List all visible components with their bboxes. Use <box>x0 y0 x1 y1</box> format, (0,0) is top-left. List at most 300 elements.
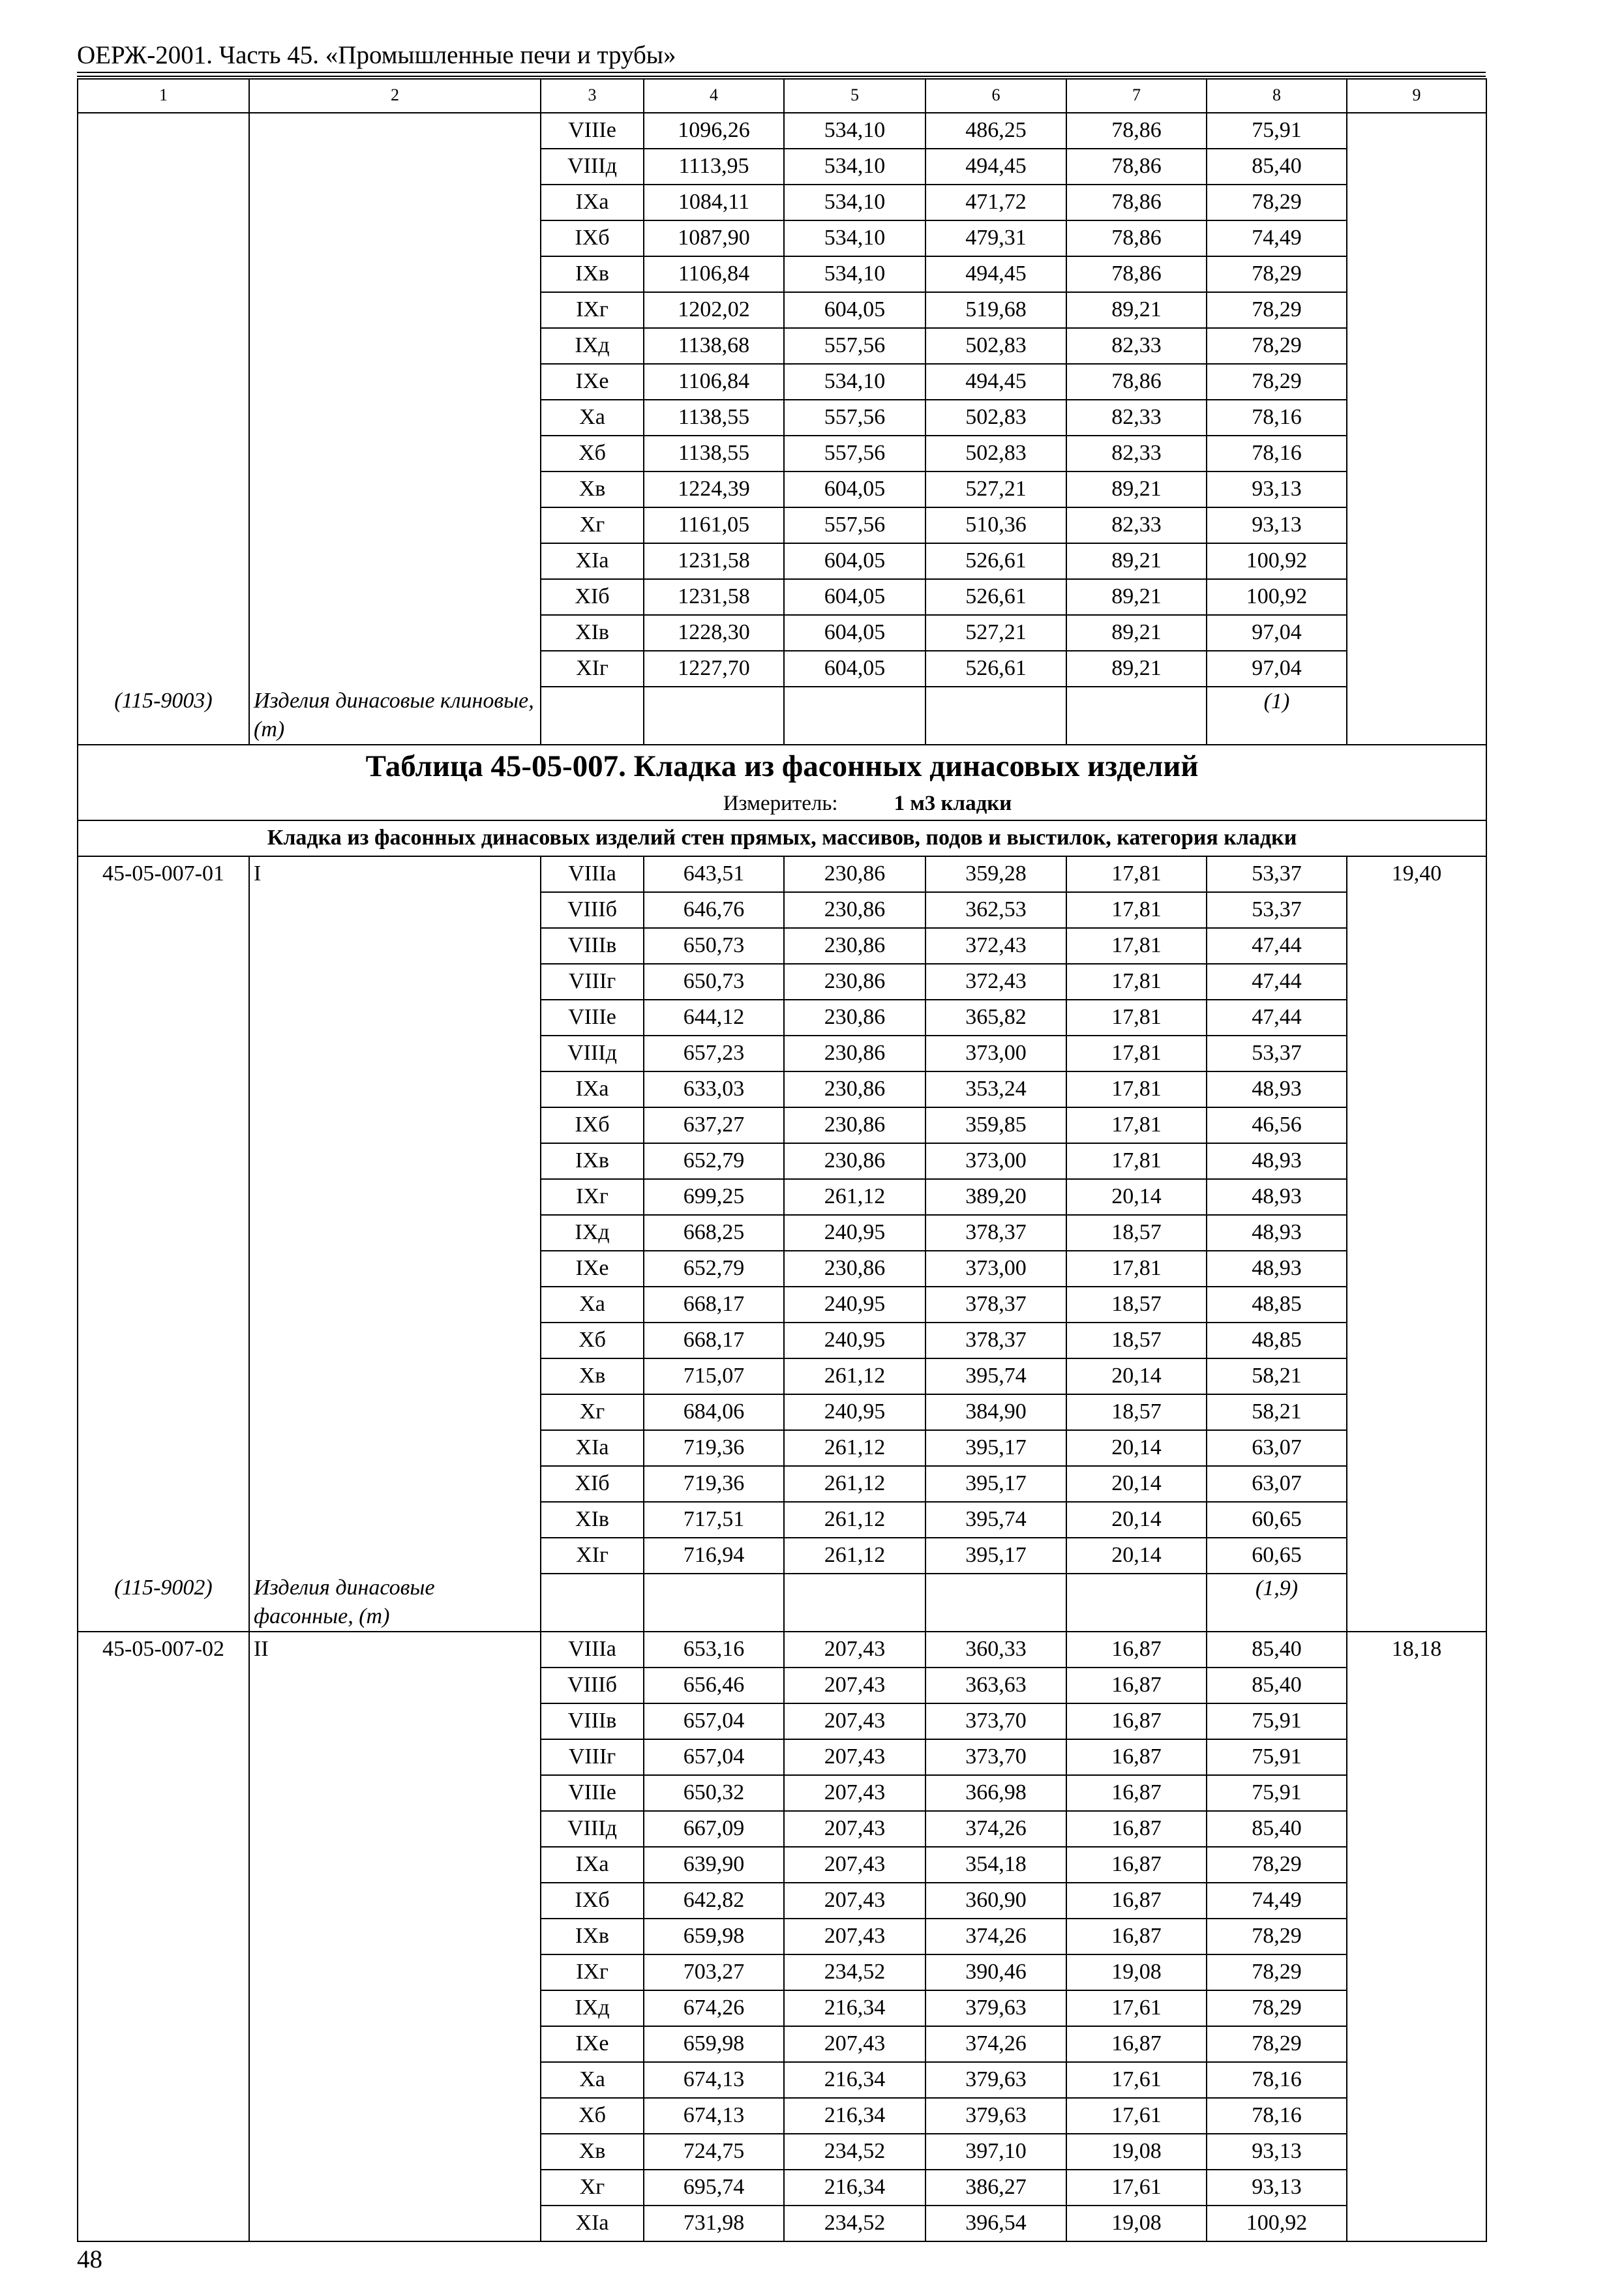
value-cell: 471,72 <box>925 185 1066 220</box>
material-name: Изделия динасовые клиновые, (т) <box>249 687 541 745</box>
class-cell: XIa <box>541 1430 644 1466</box>
empty-cell <box>925 1574 1066 1632</box>
empty-cell <box>78 400 249 436</box>
value-cell: 534,10 <box>784 185 925 220</box>
value-cell: 16,87 <box>1066 1668 1207 1703</box>
empty-cell <box>78 1466 249 1502</box>
empty-cell <box>78 615 249 651</box>
class-cell: XIб <box>541 579 644 615</box>
value-cell: 637,27 <box>644 1107 784 1143</box>
value-cell: 58,21 <box>1207 1358 1347 1394</box>
class-cell: VIIIг <box>541 1739 644 1775</box>
column-number: 4 <box>644 79 784 113</box>
empty-cell <box>78 1323 249 1358</box>
value-cell: 17,61 <box>1066 2098 1207 2134</box>
table-row <box>78 1919 1486 1954</box>
class-cell: Xг <box>541 1394 644 1430</box>
empty-cell <box>78 2206 249 2241</box>
empty-cell <box>1347 1502 1486 1538</box>
value-cell: 395,17 <box>925 1430 1066 1466</box>
value-cell: 1106,84 <box>644 256 784 292</box>
value-cell: 374,26 <box>925 1811 1066 1847</box>
value-cell: 234,52 <box>784 2134 925 2170</box>
empty-cell <box>78 328 249 364</box>
rate-category: I <box>249 856 541 892</box>
value-cell: 359,28 <box>925 856 1066 892</box>
table-row <box>78 471 1486 507</box>
table-row <box>78 1739 1486 1775</box>
value-cell: 1113,95 <box>644 149 784 185</box>
value-cell: 534,10 <box>784 364 925 400</box>
value-cell: 207,43 <box>784 1919 925 1954</box>
value-cell: 494,45 <box>925 364 1066 400</box>
empty-cell <box>1347 220 1486 256</box>
empty-cell <box>78 1883 249 1919</box>
empty-cell <box>78 507 249 543</box>
class-cell: XIг <box>541 1538 644 1574</box>
column-number: 2 <box>249 79 541 113</box>
value-cell: 717,51 <box>644 1502 784 1538</box>
value-cell: 207,43 <box>784 2026 925 2062</box>
empty-cell <box>249 2098 541 2134</box>
class-cell: IXб <box>541 220 644 256</box>
column-number: 5 <box>784 79 925 113</box>
value-cell: 63,07 <box>1207 1430 1347 1466</box>
value-cell: 19,08 <box>1066 1954 1207 1990</box>
class-cell: VIIIб <box>541 892 644 928</box>
empty-cell <box>1347 400 1486 436</box>
value-cell: 395,17 <box>925 1466 1066 1502</box>
empty-cell <box>78 1036 249 1071</box>
value-cell: 261,12 <box>784 1430 925 1466</box>
empty-cell <box>1347 1179 1486 1215</box>
empty-cell <box>249 928 541 964</box>
value-cell: 75,91 <box>1207 113 1347 149</box>
value-cell: 78,16 <box>1207 2062 1347 2098</box>
value-cell: 78,86 <box>1066 364 1207 400</box>
column-number: 8 <box>1207 79 1347 113</box>
value-cell: 230,86 <box>784 964 925 1000</box>
empty-cell <box>78 1071 249 1107</box>
table-row <box>78 1251 1486 1287</box>
empty-cell <box>78 256 249 292</box>
value-cell: 93,13 <box>1207 2170 1347 2206</box>
table-row <box>78 1358 1486 1394</box>
value-cell: 17,81 <box>1066 928 1207 964</box>
empty-cell <box>78 1107 249 1143</box>
value-cell: 494,45 <box>925 149 1066 185</box>
class-cell: IXe <box>541 2026 644 2062</box>
value-cell: 1096,26 <box>644 113 784 149</box>
value-cell: 60,65 <box>1207 1502 1347 1538</box>
empty-cell <box>1347 1574 1486 1632</box>
class-cell: IXв <box>541 1919 644 1954</box>
value-cell: 58,21 <box>1207 1394 1347 1430</box>
value-cell: 396,54 <box>925 2206 1066 2241</box>
value-cell: 48,85 <box>1207 1287 1347 1323</box>
table-row <box>78 1143 1486 1179</box>
value-cell: 18,57 <box>1066 1215 1207 1251</box>
value-cell: 16,87 <box>1066 1811 1207 1847</box>
value-cell: 207,43 <box>784 1632 925 1668</box>
value-cell: 97,04 <box>1207 615 1347 651</box>
class-cell: VIIIд <box>541 149 644 185</box>
value-cell: 89,21 <box>1066 471 1207 507</box>
material-qty: (1) <box>1207 687 1347 745</box>
table-row <box>78 1538 1486 1574</box>
value-cell: 642,82 <box>644 1883 784 1919</box>
table-subtitle-row <box>78 820 1486 856</box>
value-cell: 78,86 <box>1066 113 1207 149</box>
class-cell: VIIIд <box>541 1811 644 1847</box>
value-cell: 216,34 <box>784 2098 925 2134</box>
empty-cell <box>644 1574 784 1632</box>
value-cell: 97,04 <box>1207 651 1347 687</box>
class-cell: XIa <box>541 543 644 579</box>
class-cell: IXг <box>541 1954 644 1990</box>
value-cell: 48,93 <box>1207 1179 1347 1215</box>
empty-cell <box>644 687 784 745</box>
value-cell: 82,33 <box>1066 507 1207 543</box>
empty-cell <box>249 1739 541 1775</box>
empty-cell <box>1347 2206 1486 2241</box>
value-cell: 659,98 <box>644 1919 784 1954</box>
class-cell: Xв <box>541 471 644 507</box>
empty-cell <box>249 1919 541 1954</box>
value-cell: 240,95 <box>784 1287 925 1323</box>
value-cell: 378,37 <box>925 1287 1066 1323</box>
empty-cell <box>249 2026 541 2062</box>
empty-cell <box>1347 1775 1486 1811</box>
table-row <box>78 507 1486 543</box>
col9-value: 18,18 <box>1347 1632 1486 1668</box>
value-cell: 230,86 <box>784 1251 925 1287</box>
value-cell: 668,17 <box>644 1287 784 1323</box>
column-number: 6 <box>925 79 1066 113</box>
empty-cell <box>249 1179 541 1215</box>
value-cell: 17,81 <box>1066 1107 1207 1143</box>
value-cell: 557,56 <box>784 328 925 364</box>
value-cell: 527,21 <box>925 615 1066 651</box>
column-number: 3 <box>541 79 644 113</box>
value-cell: 657,04 <box>644 1739 784 1775</box>
class-cell: Xг <box>541 507 644 543</box>
value-cell: 502,83 <box>925 400 1066 436</box>
value-cell: 20,14 <box>1066 1179 1207 1215</box>
empty-cell <box>78 292 249 328</box>
empty-cell <box>1347 1466 1486 1502</box>
empty-cell <box>78 149 249 185</box>
value-cell: 78,86 <box>1066 220 1207 256</box>
empty-cell <box>1347 1394 1486 1430</box>
value-cell: 19,08 <box>1066 2134 1207 2170</box>
value-cell: 604,05 <box>784 292 925 328</box>
empty-cell <box>249 2062 541 2098</box>
value-cell: 261,12 <box>784 1538 925 1574</box>
class-cell: VIIIe <box>541 1775 644 1811</box>
table-row <box>78 1632 1486 1668</box>
table-row <box>78 1107 1486 1143</box>
empty-cell <box>1347 1000 1486 1036</box>
value-cell: 17,61 <box>1066 2170 1207 2206</box>
table-row <box>78 892 1486 928</box>
class-cell: IXб <box>541 1883 644 1919</box>
empty-cell <box>249 1703 541 1739</box>
value-cell: 397,10 <box>925 2134 1066 2170</box>
unit-line <box>82 787 1482 820</box>
class-cell: IXд <box>541 328 644 364</box>
empty-cell <box>249 2170 541 2206</box>
value-cell: 78,29 <box>1207 292 1347 328</box>
empty-cell <box>78 1703 249 1739</box>
value-cell: 366,98 <box>925 1775 1066 1811</box>
empty-cell <box>78 1179 249 1215</box>
value-cell: 78,29 <box>1207 328 1347 364</box>
value-cell: 363,63 <box>925 1668 1066 1703</box>
value-cell: 374,26 <box>925 2026 1066 2062</box>
empty-cell <box>249 543 541 579</box>
value-cell: 362,53 <box>925 892 1066 928</box>
value-cell: 82,33 <box>1066 328 1207 364</box>
value-cell: 1228,30 <box>644 615 784 651</box>
value-cell: 17,81 <box>1066 892 1207 928</box>
table-row <box>78 1036 1486 1071</box>
value-cell: 16,87 <box>1066 1739 1207 1775</box>
table-title: Таблица 45-05-007. Кладка из фасонных динасовых изделий <box>365 749 1199 783</box>
table-row <box>78 436 1486 471</box>
empty-cell <box>249 964 541 1000</box>
value-cell: 1138,68 <box>644 328 784 364</box>
empty-cell <box>249 1538 541 1574</box>
value-cell: 384,90 <box>925 1394 1066 1430</box>
value-cell: 16,87 <box>1066 1632 1207 1668</box>
value-cell: 359,85 <box>925 1107 1066 1143</box>
empty-cell <box>249 364 541 400</box>
empty-cell <box>78 1954 249 1990</box>
value-cell: 502,83 <box>925 328 1066 364</box>
empty-cell <box>78 113 249 149</box>
empty-cell <box>1347 579 1486 615</box>
empty-cell <box>249 1883 541 1919</box>
empty-cell <box>249 651 541 687</box>
value-cell: 17,81 <box>1066 1143 1207 1179</box>
value-cell: 486,25 <box>925 113 1066 149</box>
value-cell: 373,70 <box>925 1703 1066 1739</box>
value-cell: 78,16 <box>1207 400 1347 436</box>
empty-cell <box>1347 1990 1486 2026</box>
value-cell: 93,13 <box>1207 471 1347 507</box>
value-cell: 16,87 <box>1066 1775 1207 1811</box>
value-cell: 93,13 <box>1207 2134 1347 2170</box>
empty-cell <box>249 1036 541 1071</box>
value-cell: 374,26 <box>925 1919 1066 1954</box>
value-cell: 16,87 <box>1066 2026 1207 2062</box>
value-cell: 395,74 <box>925 1358 1066 1394</box>
value-cell: 207,43 <box>784 1847 925 1883</box>
empty-cell <box>78 1538 249 1574</box>
empty-cell <box>249 2206 541 2241</box>
empty-cell <box>1347 185 1486 220</box>
table-row <box>78 256 1486 292</box>
empty-cell <box>1347 364 1486 400</box>
empty-cell <box>1347 436 1486 471</box>
empty-cell <box>1347 328 1486 364</box>
value-cell: 684,06 <box>644 1394 784 1430</box>
value-cell: 1106,84 <box>644 364 784 400</box>
value-cell: 657,23 <box>644 1036 784 1071</box>
value-cell: 16,87 <box>1066 1703 1207 1739</box>
value-cell: 261,12 <box>784 1466 925 1502</box>
value-cell: 657,04 <box>644 1703 784 1739</box>
value-cell: 20,14 <box>1066 1502 1207 1538</box>
empty-cell <box>78 364 249 400</box>
empty-cell <box>249 1000 541 1036</box>
material-note-row <box>78 1574 1486 1632</box>
material-qty: (1,9) <box>1207 1574 1347 1632</box>
empty-cell <box>249 1847 541 1883</box>
value-cell: 89,21 <box>1066 292 1207 328</box>
table-row <box>78 1071 1486 1107</box>
empty-cell <box>1347 2170 1486 2206</box>
value-cell: 78,29 <box>1207 256 1347 292</box>
value-cell: 48,85 <box>1207 1323 1347 1358</box>
empty-cell <box>249 256 541 292</box>
value-cell: 699,25 <box>644 1179 784 1215</box>
value-cell: 85,40 <box>1207 1668 1347 1703</box>
value-cell: 526,61 <box>925 651 1066 687</box>
value-cell: 668,17 <box>644 1323 784 1358</box>
value-cell: 719,36 <box>644 1466 784 1502</box>
value-cell: 1138,55 <box>644 400 784 436</box>
value-cell: 18,57 <box>1066 1323 1207 1358</box>
class-cell: VIIIa <box>541 856 644 892</box>
value-cell: 668,25 <box>644 1215 784 1251</box>
column-numbers-row <box>78 79 1486 113</box>
value-cell: 17,81 <box>1066 1071 1207 1107</box>
rates-table <box>77 78 1487 2242</box>
value-cell: 724,75 <box>644 2134 784 2170</box>
empty-cell <box>249 1430 541 1466</box>
empty-cell <box>78 1990 249 2026</box>
page-header: ОЕРЖ-2001. Часть 45. «Промышленные печи и трубы» <box>77 41 676 69</box>
empty-cell <box>249 292 541 328</box>
empty-cell <box>1347 149 1486 185</box>
class-cell: IXг <box>541 292 644 328</box>
value-cell: 60,65 <box>1207 1538 1347 1574</box>
empty-cell <box>1347 1811 1486 1847</box>
value-cell: 20,14 <box>1066 1538 1207 1574</box>
rate-category: II <box>249 1632 541 1668</box>
empty-cell <box>1347 1919 1486 1954</box>
table-row <box>78 615 1486 651</box>
table-row <box>78 1000 1486 1036</box>
value-cell: 78,29 <box>1207 1954 1347 1990</box>
value-cell: 510,36 <box>925 507 1066 543</box>
unit-label: Измеритель: <box>723 792 838 815</box>
value-cell: 18,57 <box>1066 1394 1207 1430</box>
empty-cell <box>78 579 249 615</box>
value-cell: 386,27 <box>925 2170 1066 2206</box>
value-cell: 534,10 <box>784 113 925 149</box>
empty-cell <box>784 687 925 745</box>
value-cell: 354,18 <box>925 1847 1066 1883</box>
material-code: (115-9003) <box>78 687 249 745</box>
empty-cell <box>78 2098 249 2134</box>
empty-cell <box>1347 1251 1486 1287</box>
table-row <box>78 185 1486 220</box>
value-cell: 604,05 <box>784 651 925 687</box>
value-cell: 82,33 <box>1066 400 1207 436</box>
class-cell: IXa <box>541 1071 644 1107</box>
empty-cell <box>1347 651 1486 687</box>
empty-cell <box>249 1215 541 1251</box>
value-cell: 1202,02 <box>644 292 784 328</box>
value-cell: 18,57 <box>1066 1287 1207 1323</box>
empty-cell <box>1347 1954 1486 1990</box>
empty-cell <box>78 1502 249 1538</box>
class-cell: Xг <box>541 2170 644 2206</box>
table-row <box>78 2206 1486 2241</box>
value-cell: 534,10 <box>784 220 925 256</box>
value-cell: 17,81 <box>1066 856 1207 892</box>
value-cell: 89,21 <box>1066 579 1207 615</box>
class-cell: IXг <box>541 1179 644 1215</box>
column-number: 9 <box>1347 79 1486 113</box>
value-cell: 716,94 <box>644 1538 784 1574</box>
empty-cell <box>249 1394 541 1430</box>
empty-cell <box>249 1107 541 1143</box>
value-cell: 1231,58 <box>644 579 784 615</box>
empty-cell <box>249 1287 541 1323</box>
table-row <box>78 149 1486 185</box>
value-cell: 557,56 <box>784 400 925 436</box>
value-cell: 207,43 <box>784 1883 925 1919</box>
value-cell: 646,76 <box>644 892 784 928</box>
empty-cell <box>78 1668 249 1703</box>
empty-cell <box>1347 1703 1486 1739</box>
table-row <box>78 543 1486 579</box>
value-cell: 207,43 <box>784 1739 925 1775</box>
value-cell: 17,61 <box>1066 1990 1207 2026</box>
value-cell: 78,29 <box>1207 1919 1347 1954</box>
empty-cell <box>249 220 541 256</box>
table-row <box>78 2134 1486 2170</box>
value-cell: 389,20 <box>925 1179 1066 1215</box>
value-cell: 1224,39 <box>644 471 784 507</box>
value-cell: 207,43 <box>784 1703 925 1739</box>
class-cell: Xб <box>541 2098 644 2134</box>
rate-code: 45-05-007-02 <box>78 1632 249 1668</box>
value-cell: 519,68 <box>925 292 1066 328</box>
value-cell: 604,05 <box>784 471 925 507</box>
value-cell: 395,74 <box>925 1502 1066 1538</box>
empty-cell <box>1347 1323 1486 1358</box>
value-cell: 207,43 <box>784 1775 925 1811</box>
value-cell: 373,00 <box>925 1143 1066 1179</box>
empty-cell <box>78 1775 249 1811</box>
value-cell: 557,56 <box>784 436 925 471</box>
value-cell: 240,95 <box>784 1394 925 1430</box>
empty-cell <box>249 113 541 149</box>
value-cell: 20,14 <box>1066 1430 1207 1466</box>
empty-cell <box>249 1143 541 1179</box>
empty-cell <box>784 1574 925 1632</box>
value-cell: 85,40 <box>1207 149 1347 185</box>
class-cell: IXe <box>541 1251 644 1287</box>
value-cell: 16,87 <box>1066 1919 1207 1954</box>
empty-cell <box>78 543 249 579</box>
material-code: (115-9002) <box>78 1574 249 1632</box>
